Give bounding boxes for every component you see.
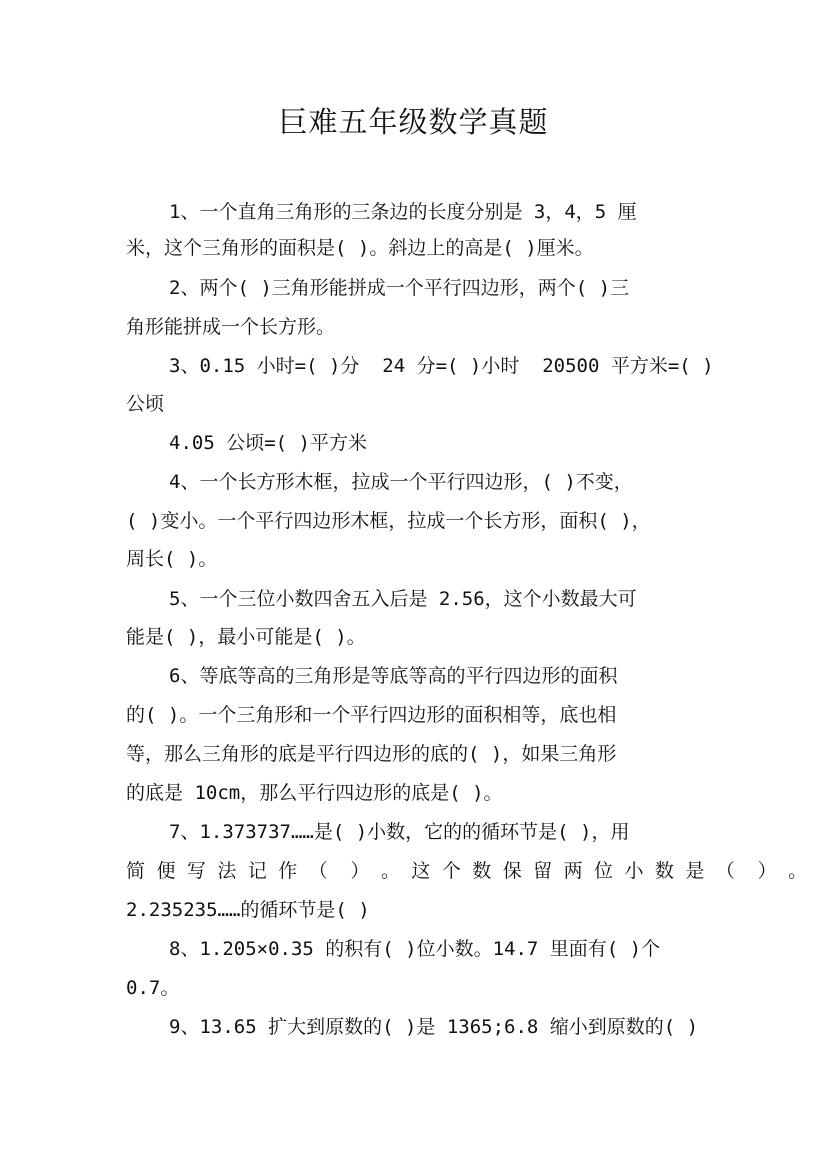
- question-4-line-2: ( )变小。一个平行四边形木框，拉成一个长方形，面积( )，: [126, 510, 651, 532]
- question-7-line-3: 2.235235……的循环节是( ): [126, 899, 370, 921]
- question-4-line-3: 周长( )。: [126, 548, 218, 570]
- question-8-line-2: 0.7。: [126, 977, 180, 999]
- question-3-line-1: 3、0.15 小时=( )分 24 分=( )小时 20500 平方米=( ): [169, 355, 714, 377]
- question-8-line-1: 8、1.205×0.35 的积有( )位小数。14.7 里面有( )个: [169, 938, 661, 960]
- question-4-line-1: 4、一个长方形木框，拉成一个平行四边形，( )不变，: [169, 471, 633, 493]
- question-3-line-2: 公顷: [126, 393, 165, 415]
- question-7-line-1: 7、1.373737……是( )小数，它的的循环节是( )，用: [169, 821, 630, 843]
- question-3-line-3: 4.05 公顷=( )平方米: [169, 432, 367, 454]
- question-5-line-2: 能是( )，最小可能是( )。: [126, 626, 366, 648]
- question-9-line-1: 9、13.65 扩大到原数的( )是 1365;6.8 缩小到原数的( ): [169, 1016, 699, 1038]
- question-7-line-2: 简 便 写 法 记 作 （ ） 。 这 个 数 保 留 两 位 小 数 是 （ ） 。: [126, 860, 808, 882]
- question-1-line-1: 1、一个直角三角形的三条边的长度分别是 3，4，5 厘: [169, 201, 637, 223]
- question-2-line-1: 2、两个( )三角形能拼成一个平行四边形，两个( )三: [169, 277, 630, 299]
- question-2-line-2: 角形能拼成一个长方形。: [126, 316, 336, 338]
- question-6-line-4: 的底是 10cm，那么平行四边形的底是( )。: [126, 782, 503, 804]
- question-1-line-2: 米，这个三角形的面积是( )。斜边上的高是( )厘米。: [126, 237, 594, 259]
- question-6-line-2: 的( )。一个三角形和一个平行四边形的面积相等，底也相: [126, 704, 617, 726]
- question-6-line-3: 等，那么三角形的底是平行四边形的底的( )，如果三角形: [126, 743, 617, 765]
- question-6-line-1: 6、等底等高的三角形是等底等高的平行四边形的面积: [169, 665, 618, 687]
- question-5-line-1: 5、一个三位小数四舍五入后是 2.56，这个小数最大可: [169, 588, 637, 610]
- document-title: 巨难五年级数学真题: [278, 105, 549, 139]
